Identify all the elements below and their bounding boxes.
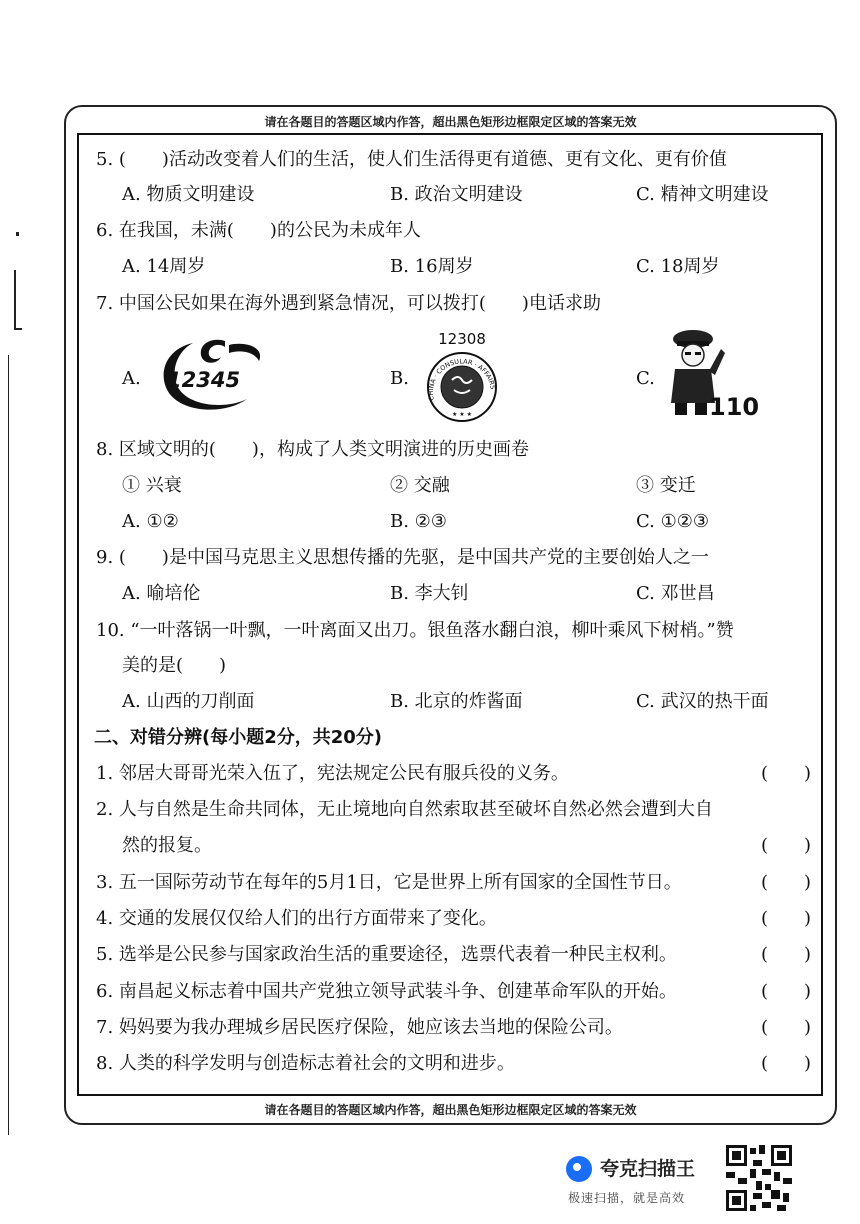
question-5-option-b[interactable]: B. 政治文明建设 — [390, 184, 523, 205]
judge-item-3-answer[interactable]: ( ) — [760, 872, 811, 893]
question-5-option-c[interactable]: C. 精神文明建设 — [636, 184, 769, 205]
judge-item-1-text: 1. 邻居大哥哥光荣入伍了，宪法规定公民有服兵役的义务。 — [96, 763, 569, 784]
binding-mark — [14, 270, 16, 330]
judge-item-6-answer[interactable]: ( ) — [760, 981, 811, 1002]
judge-item-5 — [96, 943, 811, 967]
judge-item-4-text: 4. 交通的发展仅仅给人们的出行方面带来了变化。 — [96, 908, 497, 929]
question-8-item-2: ② 交融 — [390, 475, 450, 496]
brand-name: 夸克扫描王 — [600, 1158, 696, 1180]
question-9-option-a[interactable]: A. 喻培伦 — [122, 583, 201, 604]
question-10-option-c[interactable]: C. 武汉的热干面 — [636, 691, 769, 712]
question-7-option-a[interactable]: A. — [122, 368, 141, 389]
judge-item-4-answer[interactable]: ( ) — [760, 908, 811, 929]
judge-item-2-text-cont: 然的报复。 — [122, 835, 212, 856]
question-10-stem-line1: 10. “一叶落锅一叶飘，一叶离面又出刀。银鱼落水翻白浪，柳叶乘风下树梢。”赞 — [96, 620, 734, 641]
judge-item-2-text: 2. 人与自然是生命共同体，无止境地向自然索取甚至破坏自然必然会遭到大自 — [96, 799, 713, 820]
logo-110-text: 110 — [709, 393, 760, 420]
judge-item-2-cont — [122, 834, 811, 858]
judge-item-2 — [96, 798, 811, 822]
question-7-option-b[interactable]: B. — [390, 368, 409, 389]
consular-12308-logo[interactable] — [412, 330, 512, 425]
section-2-title: 二、对错分辨(每小题2分，共20分) — [94, 727, 383, 748]
judge-item-8 — [96, 1052, 811, 1076]
logo-consular-ring-text: CHINA · CONSULAR · AFFAIRS — [426, 357, 497, 402]
question-9-stem: 9. ( )是中国马克思主义思想传播的先驱，是中国共产党的主要创始人之一 — [96, 547, 709, 568]
question-8-option-c[interactable]: C. ①②③ — [636, 511, 709, 532]
quark-logo-icon — [566, 1156, 592, 1182]
question-5-option-a[interactable]: A. 物质文明建设 — [122, 184, 255, 205]
judge-item-5-text: 5. 选举是公民参与国家政治生活的重要途径，选票代表着一种民主权利。 — [96, 944, 677, 965]
question-10-option-a[interactable]: A. 山西的刀削面 — [122, 691, 255, 712]
judge-item-3 — [96, 871, 811, 895]
question-9-option-c[interactable]: C. 邓世昌 — [636, 583, 715, 604]
scanner-watermark — [566, 1143, 806, 1213]
judge-item-8-answer[interactable]: ( ) — [760, 1053, 811, 1074]
logo-12345-text: 12345 — [167, 368, 241, 392]
question-8-option-b[interactable]: B. ②③ — [390, 511, 447, 532]
question-8-option-a[interactable]: A. ①② — [122, 511, 179, 532]
question-6-option-a[interactable]: A. 14周岁 — [122, 256, 206, 277]
question-10-option-b[interactable]: B. 北京的炸酱面 — [390, 691, 523, 712]
binding-line — [8, 355, 9, 1135]
qr-code-icon — [726, 1145, 792, 1211]
svg-text:★ ★ ★: ★ ★ ★ — [452, 411, 472, 418]
judge-item-2-answer[interactable]: ( ) — [760, 835, 811, 856]
question-10-stem-line2: 美的是( ) — [122, 655, 227, 676]
question-9-option-b[interactable]: B. 李大钊 — [390, 583, 469, 604]
question-8-item-1: ① 兴衰 — [122, 475, 182, 496]
judge-item-6 — [96, 980, 811, 1004]
question-6-option-c[interactable]: C. 18周岁 — [636, 256, 720, 277]
question-6-stem: 6. 在我国，未满( )的公民为未成年人 — [96, 220, 421, 241]
judge-item-6-text: 6. 南昌起义标志着中国共产党独立领导武装斗争、创建革命军队的开始。 — [96, 981, 677, 1002]
judge-item-8-text: 8. 人类的科学发明与创造标志着社会的文明和进步。 — [96, 1053, 515, 1074]
judge-item-7 — [96, 1016, 811, 1040]
question-5-stem: 5. ( )活动改变着人们的生活，使人们生活得更有道德、更有文化、更有价值 — [96, 149, 727, 170]
judge-item-1-answer[interactable]: ( ) — [760, 763, 811, 784]
police-110-logo[interactable] — [665, 325, 775, 420]
question-8-item-3: ③ 变迁 — [636, 475, 696, 496]
judge-item-3-text: 3. 五一国际劳动节在每年的5月1日，它是世界上所有国家的全国性节日。 — [96, 872, 682, 893]
notice-top: 请在各题目的答题区域内作答，超出黑色矩形边框限定区域的答案无效 — [264, 115, 637, 129]
question-6-option-b[interactable]: B. 16周岁 — [390, 256, 474, 277]
judge-item-1 — [96, 762, 811, 786]
brand-slogan: 极速扫描，就是高效 — [568, 1191, 686, 1205]
question-8-stem: 8. 区域文明的( )，构成了人类文明演进的历史画卷 — [96, 439, 529, 460]
judge-item-4 — [96, 907, 811, 931]
hotline-12345-logo[interactable] — [155, 335, 275, 415]
logo-12308-number: 12308 — [438, 330, 486, 348]
judge-item-7-text: 7. 妈妈要为我办理城乡居民医疗保险，她应该去当地的保险公司。 — [96, 1017, 623, 1038]
judge-item-7-answer[interactable]: ( ) — [760, 1017, 811, 1038]
judge-item-5-answer[interactable]: ( ) — [760, 944, 811, 965]
question-7-stem: 7. 中国公民如果在海外遇到紧急情况，可以拨打( )电话求助 — [96, 293, 601, 314]
question-7-option-c[interactable]: C. — [636, 368, 655, 389]
notice-bottom: 请在各题目的答题区域内作答，超出黑色矩形边框限定区域的答案无效 — [264, 1103, 637, 1117]
binding-tick — [16, 232, 19, 236]
